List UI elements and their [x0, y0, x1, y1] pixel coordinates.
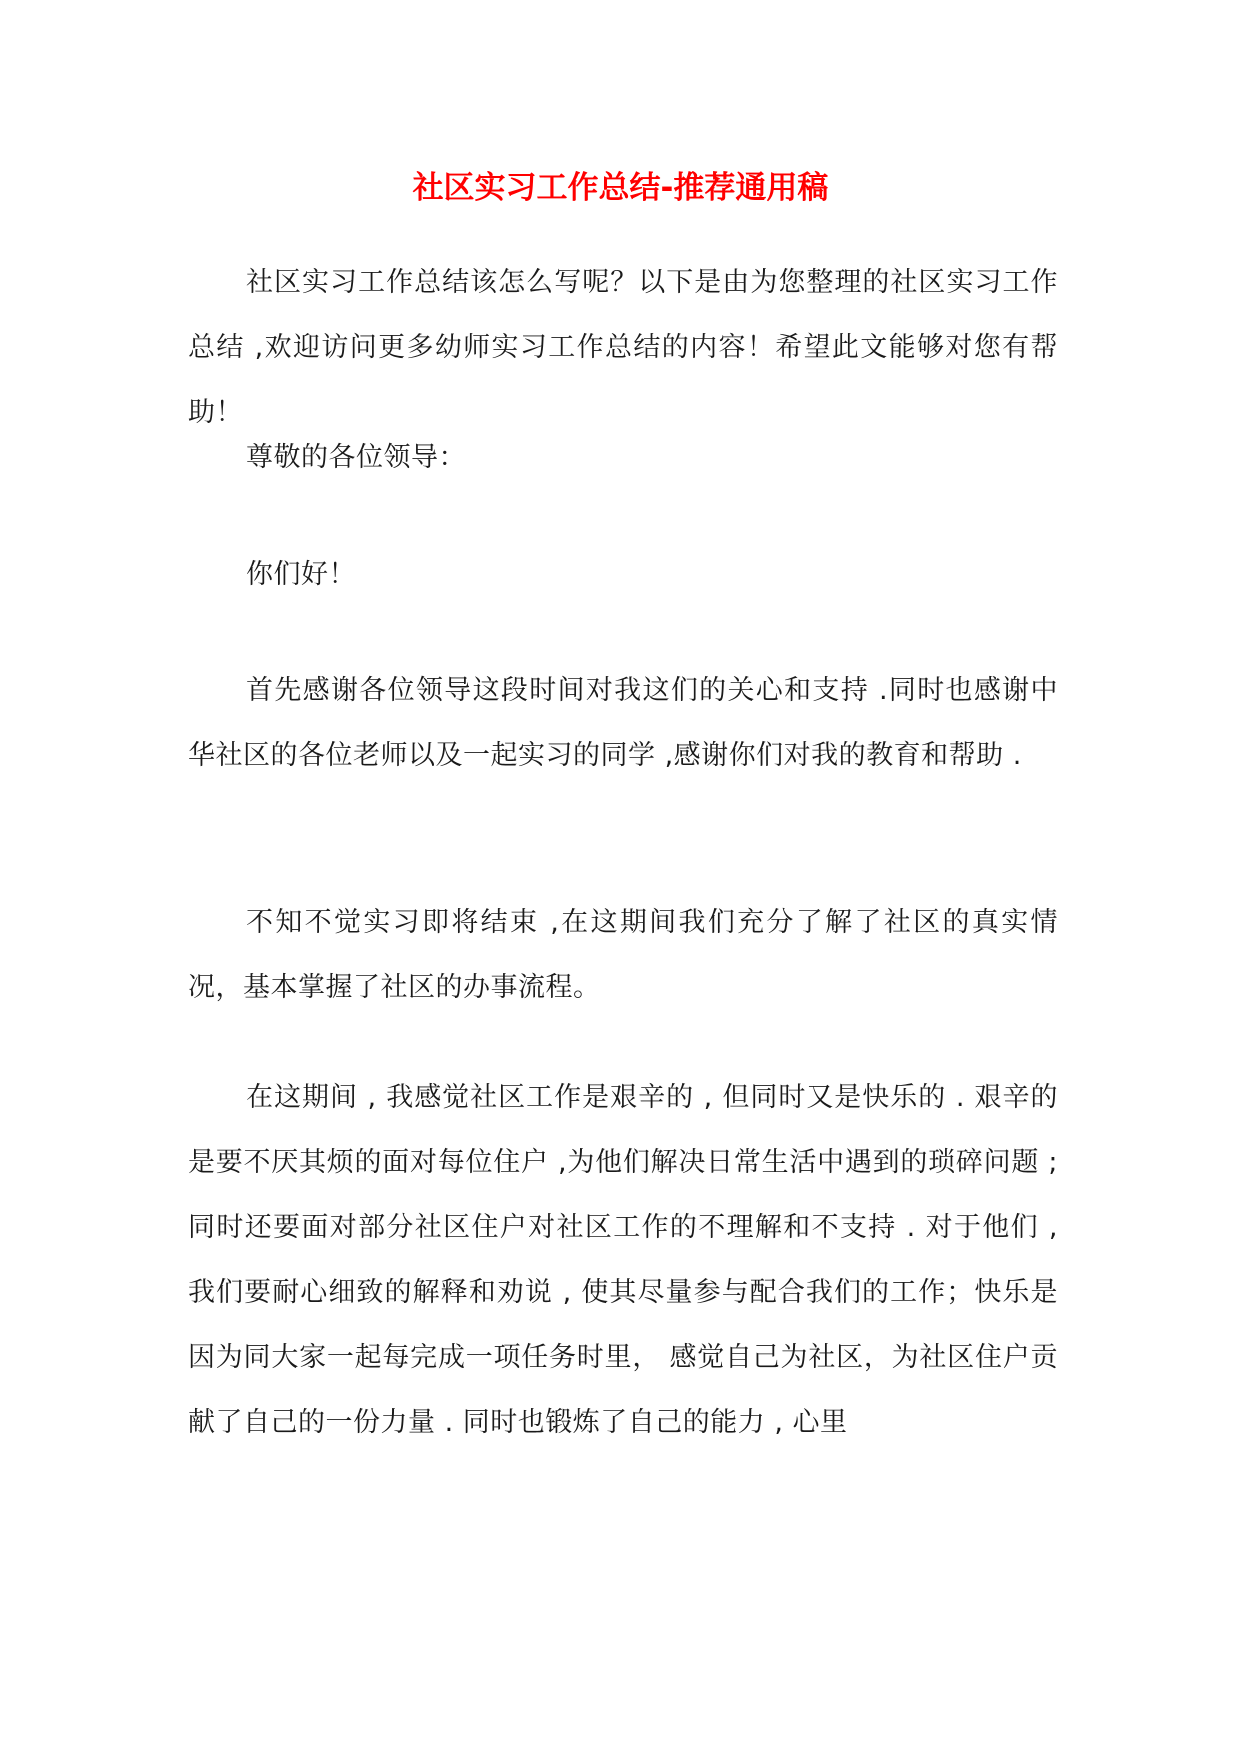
paragraph-thanks-text: 首先感谢各位领导这段时间对我这们的关心和支持 .同时也感谢中华社区的各位老师以及一起实习的同学 ,感谢你们对我的教育和帮助 .: [188, 675, 1058, 771]
document-title: 社区实习工作总结-推荐通用稿: [412, 170, 829, 206]
paragraph-thanks: [188, 658, 1058, 788]
paragraph-internship-ending: [188, 890, 1058, 1020]
paragraph-experience: [188, 1065, 1058, 1455]
paragraph-salutation: [188, 425, 1058, 490]
paragraph-internship-ending-text: 不知不觉实习即将结束 ,在这期间我们充分了解了社区的真实情况，基本掌握了社区的办事流程。: [188, 907, 1058, 1003]
paragraph-intro-text: 社区实习工作总结该怎么写呢？以下是由为您整理的社区实习工作总结 ,欢迎访问更多幼师实习工作总结的内容！希望此文能够对您有帮助！: [188, 267, 1058, 428]
paragraph-greeting: [188, 542, 1058, 607]
paragraph-salutation-text: 尊敬的各位领导：: [246, 442, 466, 473]
paragraph-experience-text: 在这期间 , 我感觉社区工作是艰辛的 , 但同时又是快乐的 . 艰辛的是要不厌其烦的面对每位住户 ,为他们解决日常生活中遇到的琐碎问题 ; 同时还要面对部分社区住户对社区工作的不理解和不支持 . 对于他们 , 我们要耐心细致的解释和劝说 , 使其尽量参与配合我们的工作；快乐是因为同大家一起每完成一项任务时里， 感觉自己为社区，为社区住户贡献了自己的一份力量 . 同时也锻炼了自己的能力 , 心里: [188, 1082, 1058, 1438]
paragraph-greeting-text: 你们好！: [246, 559, 356, 590]
paragraph-intro: [188, 250, 1058, 445]
